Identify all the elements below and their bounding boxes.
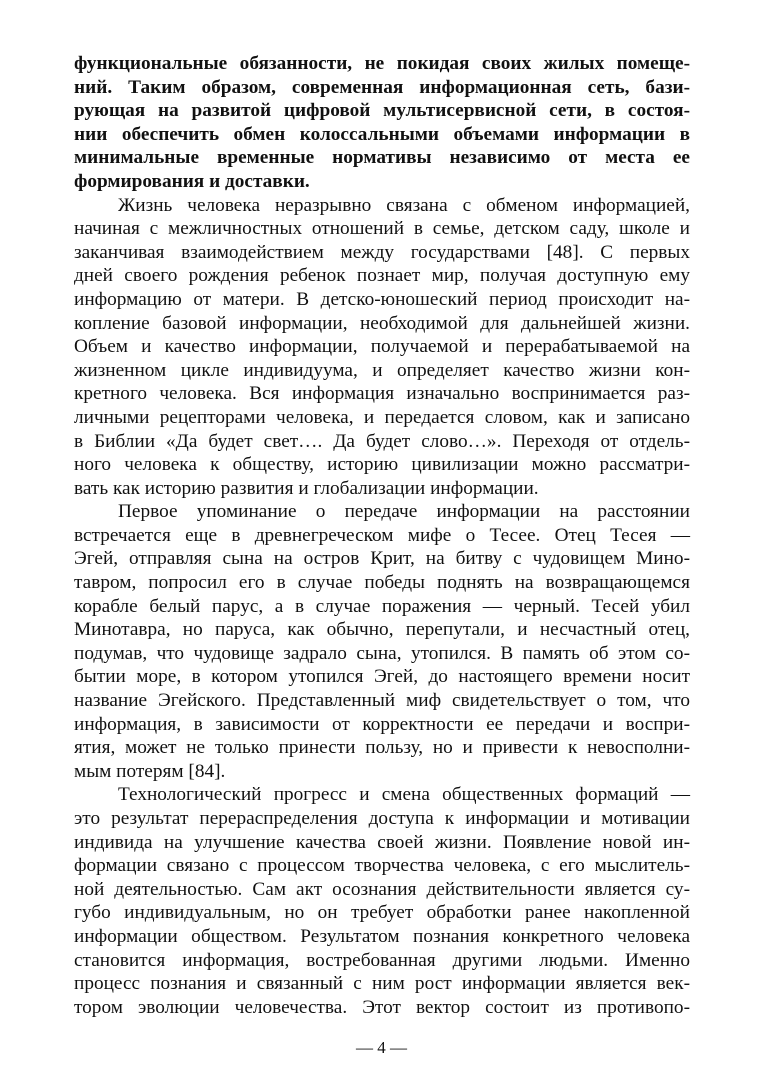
paragraph-1-bold: [74, 52, 690, 194]
text-line: информация, в зависимости от корректности ее передачи и воспри-: [74, 713, 690, 735]
text-line: функциональные обязанности, не покидая своих жилых помеще-: [74, 53, 690, 74]
text-line: название Эгейского. Представленный миф свидетельствует о том, что: [74, 690, 690, 712]
text-line: подумав, что чудовище задрало сына, утопился. В память об этом со-: [74, 642, 690, 664]
text-line: бытии море, в котором утопился Эгей, до настоящего времени носит: [74, 666, 690, 688]
text-line: дней своего рождения ребенок познает мир, получая доступную ему: [74, 265, 690, 287]
text-line: это результат перераспределения доступа к информации и мотивации: [74, 808, 690, 829]
text-line: Жизнь человека неразрывно связана с обменом информацией,: [118, 194, 690, 216]
text-line: тором эволюции человечества. Этот вектор состоит из противопо-: [74, 996, 690, 1018]
text-line: ятия, может не только принести пользу, но и привести к невосполни-: [74, 737, 690, 759]
page-number: — 4 —: [356, 1038, 407, 1057]
text-line: копление базовой информации, необходимой для дальнейшей жизни.: [74, 312, 690, 334]
text-line: Объем и качество информации, получаемой и перерабатываемой на: [74, 336, 690, 358]
text-line: формации связано с процессом творчества человека, с его мыслитель-: [74, 855, 690, 877]
paragraph-4: [74, 783, 690, 1019]
paragraph-3: [74, 500, 690, 783]
text-line: рующая на развитой цифровой мультисервисной сети, в состоя-: [74, 100, 690, 122]
text-line: Минотавра, но паруса, как обычно, перепутали, и несчастный отец,: [74, 619, 690, 641]
text-line: начиная с межличностных отношений в семье, детском саду, школе и: [74, 218, 690, 240]
text-line: заканчивая взаимодействием между государствами [48]. С первых: [74, 241, 690, 263]
text-line: в Библии «Да будет свет…. Да будет слово…». Переходя от отдель-: [74, 430, 690, 452]
text-line: ной деятельностью. Сам акт осознания действительности является су-: [74, 878, 690, 900]
text-line: вать как историю развития и глобализации информации.: [74, 477, 539, 499]
text-line: Эгей, отправляя сына на остров Крит, на битву с чудовищем Мино-: [74, 548, 690, 570]
text-line: информации обществом. Результатом познания конкретного человека: [74, 925, 690, 947]
paragraph-2: [74, 194, 690, 501]
text-line: ного человека к обществу, историю цивилизации можно рассматри-: [74, 454, 690, 476]
text-line: информацию от матери. В детско-юношеский период происходит на-: [74, 288, 690, 310]
text-line: формирования и доставки.: [74, 170, 310, 192]
text-line: губо индивидуальным, но он требует обработки ранее накопленной: [74, 902, 690, 924]
text-line: Первое упоминание о передаче информации на расстоянии: [118, 501, 690, 523]
text-line: индивида на улучшение качества своей жизни. Появление новой ин-: [74, 831, 690, 853]
text-line: жизненном цикле индивидуума, и определяет качество жизни кон-: [74, 359, 690, 381]
text-line: встречается еще в древнегреческом мифе о Тесее. Отец Тесея —: [74, 524, 690, 546]
text-line: ний. Таким образом, современная информационная сеть, бази-: [74, 76, 690, 98]
text-line: процесс познания и связанный с ним рост информации является век-: [74, 973, 690, 995]
text-line: нии обеспечить обмен колоссальными объемами информации в: [74, 123, 690, 145]
text-line: личными рецепторами человека, и передается словом, как и записано: [74, 406, 690, 428]
text-line: кретного человека. Вся информация изначально воспринимается раз-: [74, 383, 690, 405]
document-page: [74, 52, 690, 1019]
text-line: становится информация, востребованная другими людьми. Именно: [74, 949, 690, 971]
text-line: мым потерям [84].: [74, 760, 226, 782]
text-line: корабле белый парус, а в случае поражения — черный. Тесей убил: [74, 595, 690, 617]
text-line: минимальные временные нормативы независимо от места ее: [74, 147, 690, 169]
text-line: Технологический прогресс и смена общественных формаций —: [118, 784, 690, 806]
text-line: тавром, попросил его в случае победы поднять на возвращающемся: [74, 572, 690, 594]
